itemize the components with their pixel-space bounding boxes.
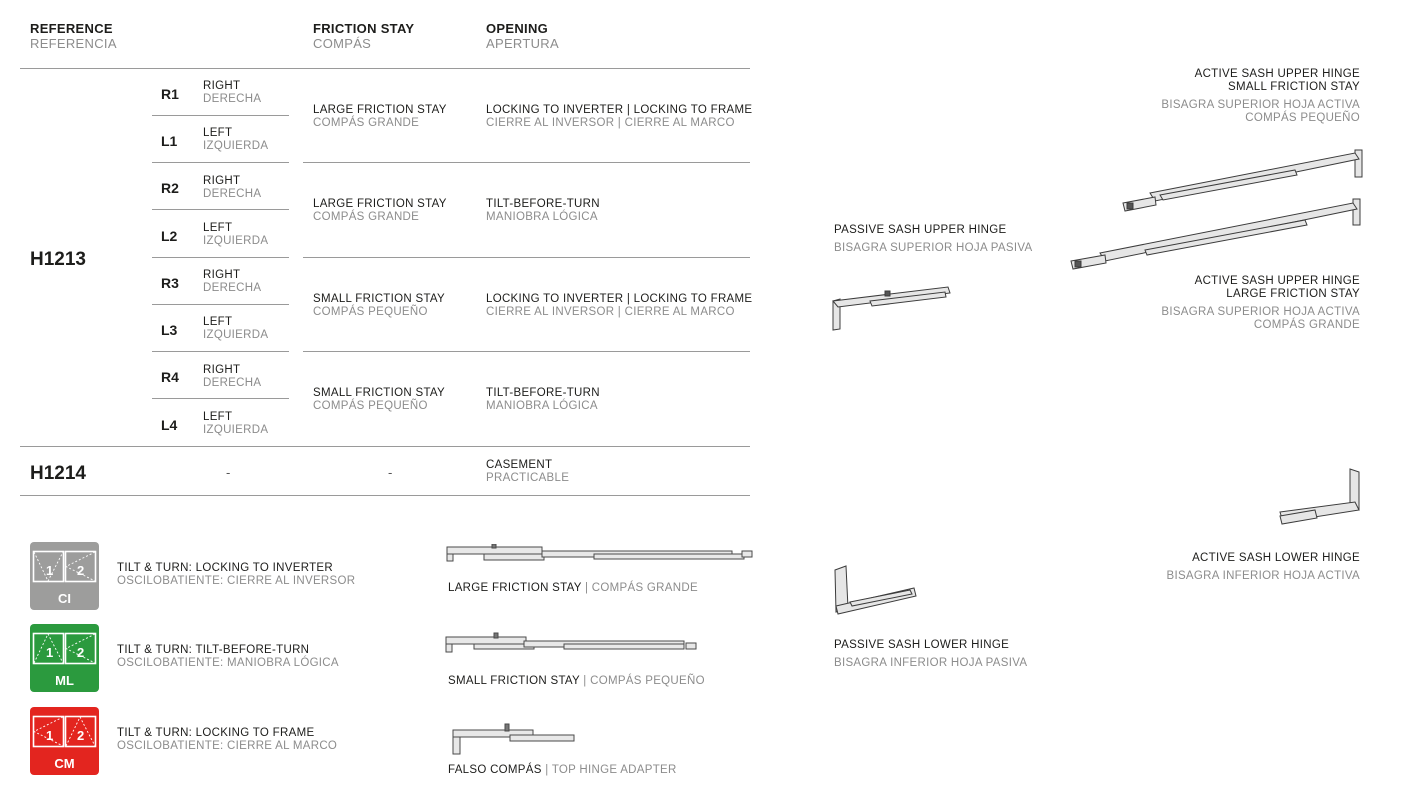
h1214-opening xyxy=(486,459,569,485)
opening-es: CIERRE AL INVERSOR | CIERRE AL MARCO xyxy=(486,306,735,318)
hinge-en: PASSIVE SASH UPPER HINGE xyxy=(834,224,1007,236)
table-section-rule xyxy=(20,446,750,447)
badge-ci xyxy=(30,542,99,610)
side-es: DERECHA xyxy=(203,188,262,200)
legend-es: OSCILOBATIENTE: CIERRE AL MARCO xyxy=(117,740,338,752)
window-sash-icon xyxy=(30,707,99,755)
hinge-en: PASSIVE SASH LOWER HINGE xyxy=(834,639,1010,651)
side-es: IZQUIERDA xyxy=(203,329,269,341)
hinge-es: BISAGRA SUPERIOR HOJA ACTIVA xyxy=(1161,306,1360,318)
side-es: DERECHA xyxy=(203,93,262,105)
active-upper-large-label xyxy=(1161,275,1360,332)
badge-label: CM xyxy=(54,756,75,771)
passive-upper-label xyxy=(834,224,1032,255)
legend-es: OSCILOBATIENTE: CIERRE AL INVERSOR xyxy=(117,575,356,587)
header-reference xyxy=(30,21,117,51)
legend-en: TILT & TURN: TILT-BEFORE-TURN xyxy=(117,644,310,656)
group-stay xyxy=(313,104,447,130)
row-side xyxy=(203,316,268,342)
hinge-en: ACTIVE SASH UPPER HINGE xyxy=(1194,68,1360,80)
part-en: SMALL FRICTION STAY xyxy=(448,675,580,687)
header-opening xyxy=(486,21,559,51)
active-lower-hinge-image xyxy=(1275,466,1365,530)
h1214-side: - xyxy=(226,465,231,480)
row-divider xyxy=(152,115,289,116)
active-upper-hinge-large-image xyxy=(1065,195,1365,273)
falso-compas-label xyxy=(448,764,677,777)
side-en: LEFT xyxy=(203,222,233,234)
group-stay xyxy=(313,198,447,224)
row-code: L3 xyxy=(161,322,178,338)
small-friction-stay-label xyxy=(448,675,705,688)
side-es: DERECHA xyxy=(203,377,262,389)
sash-number-1: 1 xyxy=(46,563,54,578)
small-friction-stay-image xyxy=(444,632,702,656)
separator: | xyxy=(545,764,549,776)
side-es: IZQUIERDA xyxy=(203,235,269,247)
row-side xyxy=(203,222,268,248)
side-en: RIGHT xyxy=(203,80,241,92)
side-es: DERECHA xyxy=(203,282,262,294)
side-es: IZQUIERDA xyxy=(203,424,269,436)
side-en: LEFT xyxy=(203,127,233,139)
opening-en: TILT-BEFORE-TURN xyxy=(486,198,600,210)
stay-es: COMPÁS GRANDE xyxy=(313,211,420,223)
row-divider xyxy=(152,257,289,258)
row-divider xyxy=(152,304,289,305)
row-side xyxy=(203,364,261,390)
side-es: IZQUIERDA xyxy=(203,140,269,152)
row-side xyxy=(203,127,268,153)
hinge-es: BISAGRA INFERIOR HOJA PASIVA xyxy=(834,657,1028,669)
legend-en: TILT & TURN: LOCKING TO INVERTER xyxy=(117,562,334,574)
header-friction-stay xyxy=(313,21,414,51)
row-code: R4 xyxy=(161,369,179,385)
row-divider xyxy=(152,209,289,210)
sash-number-2: 2 xyxy=(77,728,85,743)
header-reference-es: REFERENCIA xyxy=(30,36,117,51)
sash-number-1: 1 xyxy=(46,728,54,743)
side-en: LEFT xyxy=(203,316,233,328)
hinge-en: ACTIVE SASH UPPER HINGE xyxy=(1194,275,1360,287)
reference-h1214: H1214 xyxy=(30,463,86,484)
group-opening xyxy=(486,198,600,224)
part-es: TOP HINGE ADAPTER xyxy=(551,764,677,776)
stay-en: LARGE FRICTION STAY xyxy=(313,104,447,116)
row-divider xyxy=(152,398,289,399)
side-en: RIGHT xyxy=(203,175,241,187)
header-friction-es: COMPÁS xyxy=(313,36,372,51)
part-en: LARGE FRICTION STAY xyxy=(448,582,582,594)
opening-en: LOCKING TO INVERTER | LOCKING TO FRAME xyxy=(486,293,753,305)
stay-es: COMPÁS PEQUEÑO xyxy=(313,400,428,412)
hinge-es: COMPÁS GRANDE xyxy=(1253,319,1360,331)
separator: | xyxy=(585,582,589,594)
hinge-es: BISAGRA SUPERIOR HOJA PASIVA xyxy=(834,242,1033,254)
opening-es: CIERRE AL INVERSOR | CIERRE AL MARCO xyxy=(486,117,735,129)
table-bottom-rule xyxy=(20,495,750,496)
row-divider xyxy=(152,351,289,352)
stay-en: LARGE FRICTION STAY xyxy=(313,198,447,210)
row-side xyxy=(203,80,261,106)
side-en: RIGHT xyxy=(203,269,241,281)
group-divider xyxy=(303,162,750,163)
legend-text xyxy=(117,562,355,588)
header-friction-en: FRICTION STAY xyxy=(313,21,415,36)
group-stay xyxy=(313,293,445,319)
active-upper-small-label xyxy=(1161,68,1360,125)
opening-en: CASEMENT xyxy=(486,459,553,471)
table-top-rule xyxy=(20,68,750,69)
header-opening-en: OPENING xyxy=(486,21,549,36)
badge-label: CI xyxy=(58,591,71,606)
opening-en: TILT-BEFORE-TURN xyxy=(486,387,600,399)
group-opening xyxy=(486,104,752,130)
separator: | xyxy=(583,675,587,687)
hinge-en: LARGE FRICTION STAY xyxy=(1226,288,1360,300)
row-side xyxy=(203,411,268,437)
active-lower-label xyxy=(1166,552,1360,583)
row-code: L1 xyxy=(161,133,178,149)
row-side xyxy=(203,269,261,295)
sash-number-1: 1 xyxy=(46,645,54,660)
row-side xyxy=(203,175,261,201)
window-sash-icon xyxy=(30,542,99,590)
row-code: R1 xyxy=(161,86,179,102)
window-sash-icon xyxy=(30,624,99,672)
part-es: COMPÁS GRANDE xyxy=(591,582,698,594)
part-en: FALSO COMPÁS xyxy=(448,764,542,776)
reference-h1213: H1213 xyxy=(30,249,86,270)
row-code: R3 xyxy=(161,275,179,291)
legend-text xyxy=(117,644,339,670)
passive-lower-hinge-image xyxy=(830,562,920,618)
header-reference-en: REFERENCE xyxy=(30,21,113,36)
row-divider xyxy=(152,162,289,163)
group-opening xyxy=(486,293,752,319)
group-divider xyxy=(303,257,750,258)
hinge-es: BISAGRA INFERIOR HOJA ACTIVA xyxy=(1166,570,1360,582)
sash-number-2: 2 xyxy=(77,563,85,578)
sash-number-2: 2 xyxy=(77,645,85,660)
falso-compas-image xyxy=(450,722,580,758)
group-stay xyxy=(313,387,445,413)
legend-en: TILT & TURN: LOCKING TO FRAME xyxy=(117,727,315,739)
part-es: COMPÁS PEQUEÑO xyxy=(590,675,705,687)
opening-es: MANIOBRA LÓGICA xyxy=(486,211,598,223)
legend-text xyxy=(117,727,337,753)
side-en: LEFT xyxy=(203,411,233,423)
passive-lower-label xyxy=(834,639,1027,670)
stay-en: SMALL FRICTION STAY xyxy=(313,293,446,305)
opening-es: PRACTICABLE xyxy=(486,472,570,484)
hinge-en: ACTIVE SASH LOWER HINGE xyxy=(1192,552,1360,564)
header-opening-es: APERTURA xyxy=(486,36,559,51)
stay-es: COMPÁS PEQUEÑO xyxy=(313,306,428,318)
stay-es: COMPÁS GRANDE xyxy=(313,117,420,129)
side-en: RIGHT xyxy=(203,364,241,376)
hinge-es: COMPÁS PEQUEÑO xyxy=(1245,112,1360,124)
badge-cm xyxy=(30,707,99,775)
stay-en: SMALL FRICTION STAY xyxy=(313,387,446,399)
row-code: R2 xyxy=(161,180,179,196)
badge-ml xyxy=(30,624,99,692)
passive-upper-hinge-image xyxy=(830,283,955,333)
opening-es: MANIOBRA LÓGICA xyxy=(486,400,598,412)
group-divider xyxy=(303,351,750,352)
legend-es: OSCILOBATIENTE: MANIOBRA LÓGICA xyxy=(117,657,339,669)
opening-en: LOCKING TO INVERTER | LOCKING TO FRAME xyxy=(486,104,753,116)
large-friction-stay-label xyxy=(448,582,698,595)
large-friction-stay-image xyxy=(444,544,756,566)
h1214-stay: - xyxy=(388,465,393,480)
row-code: L2 xyxy=(161,228,178,244)
group-opening xyxy=(486,387,600,413)
hinge-es: BISAGRA SUPERIOR HOJA ACTIVA xyxy=(1161,99,1360,111)
hinge-en: SMALL FRICTION STAY xyxy=(1227,81,1360,93)
row-code: L4 xyxy=(161,417,178,433)
badge-label: ML xyxy=(55,673,74,688)
